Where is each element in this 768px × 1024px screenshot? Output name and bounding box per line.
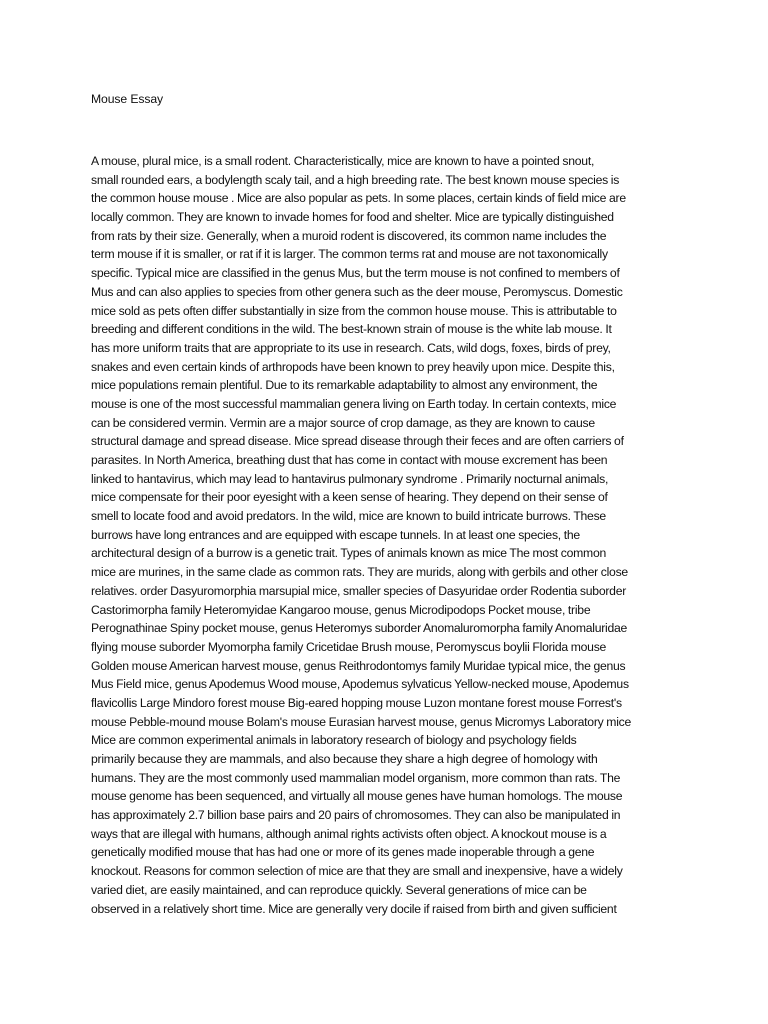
text-line: has more uniform traits that are appropriate to its use in research. Cats, wild dogs, foxes, birds of prey,	[91, 340, 611, 355]
text-line: from rats by their size. Generally, when a muroid rodent is discovered, its common name includes the	[91, 228, 607, 243]
text-line: flavicollis Large Mindoro forest mouse Big-eared hopping mouse Luzon montane forest mouse Forrest's	[91, 695, 622, 710]
text-line: primarily because they are mammals, and also because they share a high degree of homology with	[91, 752, 598, 766]
text-line: mouse genome has been sequenced, and virtually all mouse genes have human homologs. The mouse	[91, 789, 623, 804]
text-line: snakes and even certain kinds of arthropods have been known to prey heavily upon mice. Despite this,	[91, 359, 615, 374]
text-line: knockout. Reasons for common selection of mice are that they are small and inexpensive, have a widely	[91, 864, 623, 879]
text-line: mice populations remain plentiful. Due to its remarkable adaptability to almost any environment, the	[91, 378, 598, 393]
text-line: flying mouse suborder Myomorpha family Cricetidae Brush mouse, Peromyscus boylii Florida mouse	[91, 639, 607, 654]
text-line: mice compensate for their poor eyesight with a keen sense of hearing. They depend on their sense of	[91, 490, 608, 505]
text-line: mice sold as pets often differ substantially in size from the common house mouse. This is attributable to	[91, 303, 617, 318]
text-line: Castorimorpha family Heteromyidae Kangaroo mouse, genus Microdipodops Pocket mouse, tribe	[91, 602, 591, 617]
text-line: Perognathinae Spiny pocket mouse, genus Heteromys suborder Anomaluromorpha family Anomaluridae	[91, 621, 628, 636]
text-line: mice are murines, in the same clade as common rats. They are murids, along with gerbils and other close	[91, 565, 628, 580]
document-title: Mouse Essay	[91, 92, 164, 106]
text-line: structural damage and spread disease. Mice spread disease through their feces and are often carriers of	[91, 434, 624, 449]
text-line: Golden mouse American harvest mouse, genus Reithrodontomys family Muridae typical mice, the genus	[91, 658, 626, 673]
text-line: A mouse, plural mice, is a small rodent. Characteristically, mice are known to have a pointed snout,	[91, 154, 595, 168]
text-line: Mus Field mice, genus Apodemus Wood mouse, Apodemus sylvaticus Yellow-necked mouse, Apodemus	[91, 677, 629, 692]
text-line: breeding and different conditions in the wild. The best-known strain of mouse is the white lab mouse. It	[91, 322, 612, 337]
text-line: smell to locate food and avoid predators. In the wild, mice are known to build intricate burrows. These	[91, 509, 606, 524]
text-line: humans. They are the most commonly used mammalian model organism, more common than rats. The	[91, 770, 621, 785]
text-line: observed in a relatively short time. Mice are generally very docile if raised from birth and given sufficient	[91, 901, 617, 916]
text-line: ways that are illegal with humans, although animal rights activists often object. A knockout mouse is a	[91, 826, 607, 841]
text-line: specific. Typical mice are classified in the genus Mus, but the term mouse is not confined to members of	[91, 266, 620, 281]
text-line: relatives. order Dasyuromorphia marsupial mice, smaller species of Dasyuridae order Rodentia suborder	[91, 583, 627, 598]
text-line: mouse Pebble-mound mouse Bolam's mouse Eurasian harvest mouse, genus Micromys Laboratory mice	[91, 714, 632, 729]
text-line: mouse is one of the most successful mammalian genera living on Earth today. In certain contexts, mice	[91, 396, 617, 411]
text-line: term mouse if it is smaller, or rat if it is larger. The common terms rat and mouse are not taxonomically	[91, 247, 608, 262]
text-line: locally common. They are known to invade homes for food and shelter. Mice are typically distinguished	[91, 210, 614, 225]
text-line: genetically modified mouse that has had one or more of its genes made inoperable through a gene	[91, 845, 595, 860]
text-line: Mice are common experimental animals in laboratory research of biology and psychology fields	[91, 733, 577, 748]
text-line: architectural design of a burrow is a genetic trait. Types of animals known as mice The most common	[91, 546, 606, 561]
text-line: has approximately 2.7 billion base pairs and 20 pairs of chromosomes. They can also be manipulated in	[91, 808, 621, 823]
text-line: Mus and can also applies to species from other genera such as the deer mouse, Peromyscus. Domestic	[91, 284, 623, 299]
text-line: small rounded ears, a bodylength scaly tail, and a high breeding rate. The best known mouse species is	[91, 172, 620, 187]
text-line: parasites. In North America, breathing dust that has come in contact with mouse excrement has been	[91, 453, 608, 467]
text-line: varied diet, are easily maintained, and can reproduce quickly. Several generations of mice can be	[91, 882, 587, 897]
text-line: can be considered vermin. Vermin are a major source of crop damage, as they are known to cause	[91, 415, 595, 430]
text-line: linked to hantavirus, which may lead to hantavirus pulmonary syndrome . Primarily nocturnal animals,	[91, 471, 609, 486]
text-line: the common house mouse . Mice are also popular as pets. In some places, certain kinds of field mice are	[91, 191, 626, 206]
essay-body	[91, 152, 691, 918]
text-line: burrows have long entrances and are equipped with escape tunnels. In at least one species, the	[91, 527, 580, 542]
